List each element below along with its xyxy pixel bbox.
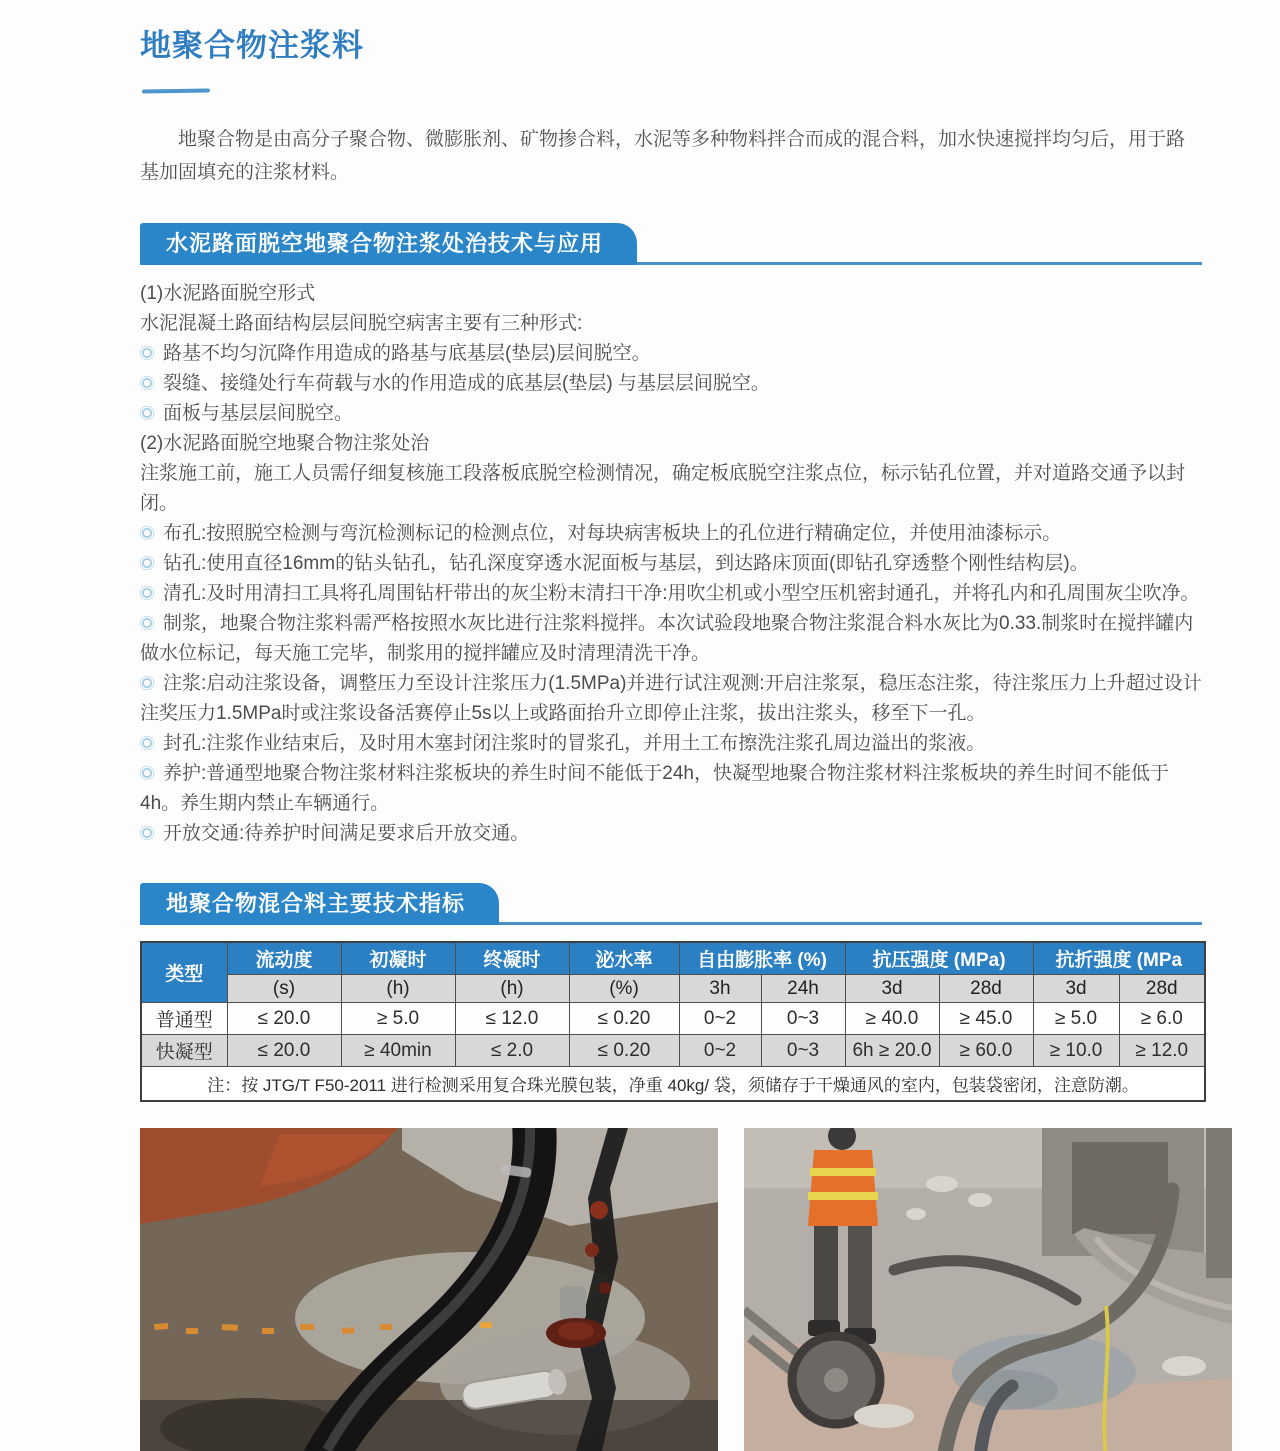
col-subheader: 28d: [939, 975, 1033, 1003]
col-subheader: (h): [455, 975, 569, 1003]
section-heading-process: 水泥路面脱空地聚合物注浆处治技术与应用: [140, 223, 637, 265]
cell: 0~2: [679, 1003, 761, 1035]
paragraph-text: (2)水泥路面脱空地聚合物注浆处治: [140, 433, 430, 454]
ring-bullet-icon: [140, 616, 154, 630]
ring-bullet-icon: [140, 676, 154, 690]
bullet-item: [140, 819, 1208, 849]
ring-bullet-icon: [140, 556, 154, 570]
bullet-text: 面板与基层层间脱空。: [163, 403, 354, 424]
table-row-rapid: [141, 1035, 1205, 1067]
photo-construction-site: [744, 1128, 1232, 1451]
paragraph: [140, 309, 1208, 339]
col-header-flexural: 抗折强度 (MPa: [1033, 942, 1205, 975]
cell: 0~2: [679, 1035, 761, 1067]
photo-pavement-grouting: [140, 1128, 718, 1451]
paragraph: [140, 279, 1208, 309]
col-header-compressive: 抗压强度 (MPa): [845, 942, 1033, 975]
cell: ≥ 5.0: [341, 1003, 455, 1035]
intro-paragraph: 地聚合物是由高分子聚合物、微膨胀剂、矿物掺合料，水泥等多种物料拌合而成的混合料，加水快速搅拌均匀后，用于路基加固填充的注浆材料。: [140, 129, 1186, 183]
bullet-text: 开放交通:待养护时间满足要求后开放交通。: [163, 823, 530, 844]
bullet-text: 清孔:及时用清扫工具将孔周围钻杆带出的灰尘粉末清扫干净:用吹尘机或小型空压机密封通孔，并将孔内和孔周围灰尘吹净。: [163, 583, 1200, 604]
cell: ≤ 20.0: [227, 1003, 341, 1035]
section-heading-specs: 地聚合物混合料主要技术指标: [140, 883, 499, 925]
cell: ≥ 5.0: [1033, 1003, 1119, 1035]
title-dash-decoration: [142, 88, 210, 93]
paragraph: [140, 429, 1208, 459]
section-banner-row: [140, 883, 1202, 925]
bullet-text: 封孔:注浆作业结束后，及时用木塞封闭注浆时的冒浆孔，并用土工布擦洗注浆孔周边溢出的浆液。: [163, 733, 986, 754]
ring-bullet-icon: [140, 406, 154, 420]
col-header-fluidity: 流动度: [227, 942, 341, 975]
bullet-item: [140, 549, 1208, 579]
col-subheader: (s): [227, 975, 341, 1003]
photo-row: [140, 1128, 1232, 1451]
col-subheader: 3d: [845, 975, 939, 1003]
cell: 6h ≥ 20.0: [845, 1035, 939, 1067]
ring-bullet-icon: [140, 766, 154, 780]
ring-bullet-icon: [140, 586, 154, 600]
col-subheader: (h): [341, 975, 455, 1003]
bullet-item: [140, 759, 1208, 819]
bullet-text: 裂缝、接缝处行车荷载与水的作用造成的底基层(垫层) 与基层层间脱空。: [163, 373, 770, 394]
cell: ≤ 2.0: [455, 1035, 569, 1067]
bullet-text: 布孔:按照脱空检测与弯沉检测标记的检测点位，对每块病害板块上的孔位进行精确定位，并使用油漆标示。: [163, 523, 1062, 544]
bullet-item: [140, 579, 1208, 609]
cell: ≥ 45.0: [939, 1003, 1033, 1035]
col-subheader: 28d: [1119, 975, 1205, 1003]
table-note: 注：按 JTG/T F50-2011 进行检测采用复合珠光膜包装，净重 40kg/ 袋，须储存于干燥通风的室内，包装袋密闭，注意防潮。: [141, 1067, 1205, 1101]
bullet-item: [140, 729, 1208, 759]
cell: 0~3: [761, 1035, 845, 1067]
cell: ≤ 0.20: [569, 1035, 679, 1067]
process-text-block: [140, 279, 1208, 849]
cell: ≥ 60.0: [939, 1035, 1033, 1067]
page-title: 地聚合物注浆料: [140, 28, 364, 63]
col-header-final-set: 终凝时: [455, 942, 569, 975]
bullet-item: [140, 609, 1208, 669]
paragraph-text: 注浆施工前，施工人员需仔细复核施工段落板底脱空检测情况，确定板底脱空注浆点位，标示钻孔位置，并对道路交通予以封闭。: [140, 463, 1186, 514]
col-header-bleeding: 泌水率: [569, 942, 679, 975]
row-label: 普通型: [141, 1003, 227, 1035]
construction-site-illustration: [744, 1128, 1232, 1451]
col-subheader: (%): [569, 975, 679, 1003]
bullet-text: 注浆:启动注浆设备，调整压力至设计注浆压力(1.5MPa)并进行试注观测:开启注浆泵，稳压态注浆，待注浆压力上升超过设计注奖压力1.5MPa时或注浆设备活赛停止5s以上或路面抬升立即停止注浆，拔出注浆头，移至下一孔。: [140, 673, 1202, 724]
bullet-item: [140, 519, 1208, 549]
bullet-text: 制浆，地聚合物注浆料需严格按照水灰比进行注浆料搅拌。本次试验段地聚合物注浆混合料水灰比为0.33.制浆时在搅拌罐内做水位标记，每天施工完毕，制浆用的搅拌罐应及时清理清洗干净。: [140, 613, 1194, 664]
col-header-expansion: 自由膨胀率 (%): [679, 942, 845, 975]
bullet-item: [140, 669, 1208, 729]
section-banner-row: [140, 223, 1202, 265]
ring-bullet-icon: [140, 346, 154, 360]
col-subheader: 3d: [1033, 975, 1119, 1003]
bullet-text: 路基不均匀沉降作用造成的路基与底基层(垫层)层间脱空。: [163, 343, 651, 364]
bullet-item: [140, 339, 1208, 369]
pavement-grouting-illustration: [140, 1128, 718, 1451]
table-row-ordinary: [141, 1003, 1205, 1035]
col-header-type: 类型: [141, 942, 227, 1003]
paragraph-text: 水泥混凝土路面结构层层间脱空病害主要有三种形式:: [140, 313, 583, 334]
cell: ≤ 12.0: [455, 1003, 569, 1035]
cell: ≥ 10.0: [1033, 1035, 1119, 1067]
ring-bullet-icon: [140, 526, 154, 540]
cell: 0~3: [761, 1003, 845, 1035]
bullet-item: [140, 399, 1208, 429]
col-subheader: 3h: [679, 975, 761, 1003]
cell: ≥ 12.0: [1119, 1035, 1205, 1067]
ring-bullet-icon: [140, 826, 154, 840]
spec-table: [140, 941, 1206, 1102]
col-header-initial-set: 初凝时: [341, 942, 455, 975]
cell: ≥ 40min: [341, 1035, 455, 1067]
table-note-row: [141, 1067, 1205, 1101]
paragraph-text: (1)水泥路面脱空形式: [140, 283, 316, 304]
ring-bullet-icon: [140, 376, 154, 390]
bullet-text: 养护:普通型地聚合物注浆材料注浆板块的养生时间不能低于24h，快凝型地聚合物注浆材料注浆板块的养生时间不能低于4h。养生期内禁止车辆通行。: [140, 763, 1169, 814]
bullet-item: [140, 369, 1208, 399]
cell: ≤ 20.0: [227, 1035, 341, 1067]
cell: ≥ 6.0: [1119, 1003, 1205, 1035]
cell: ≥ 40.0: [845, 1003, 939, 1035]
ring-bullet-icon: [140, 736, 154, 750]
paragraph: [140, 459, 1208, 519]
bullet-text: 钻孔:使用直径16mm的钻头钻孔，钻孔深度穿透水泥面板与基层，到达路床顶面(即钻孔穿透整个刚性结构层)。: [163, 553, 1089, 574]
cell: ≤ 0.20: [569, 1003, 679, 1035]
row-label: 快凝型: [141, 1035, 227, 1067]
col-subheader: 24h: [761, 975, 845, 1003]
